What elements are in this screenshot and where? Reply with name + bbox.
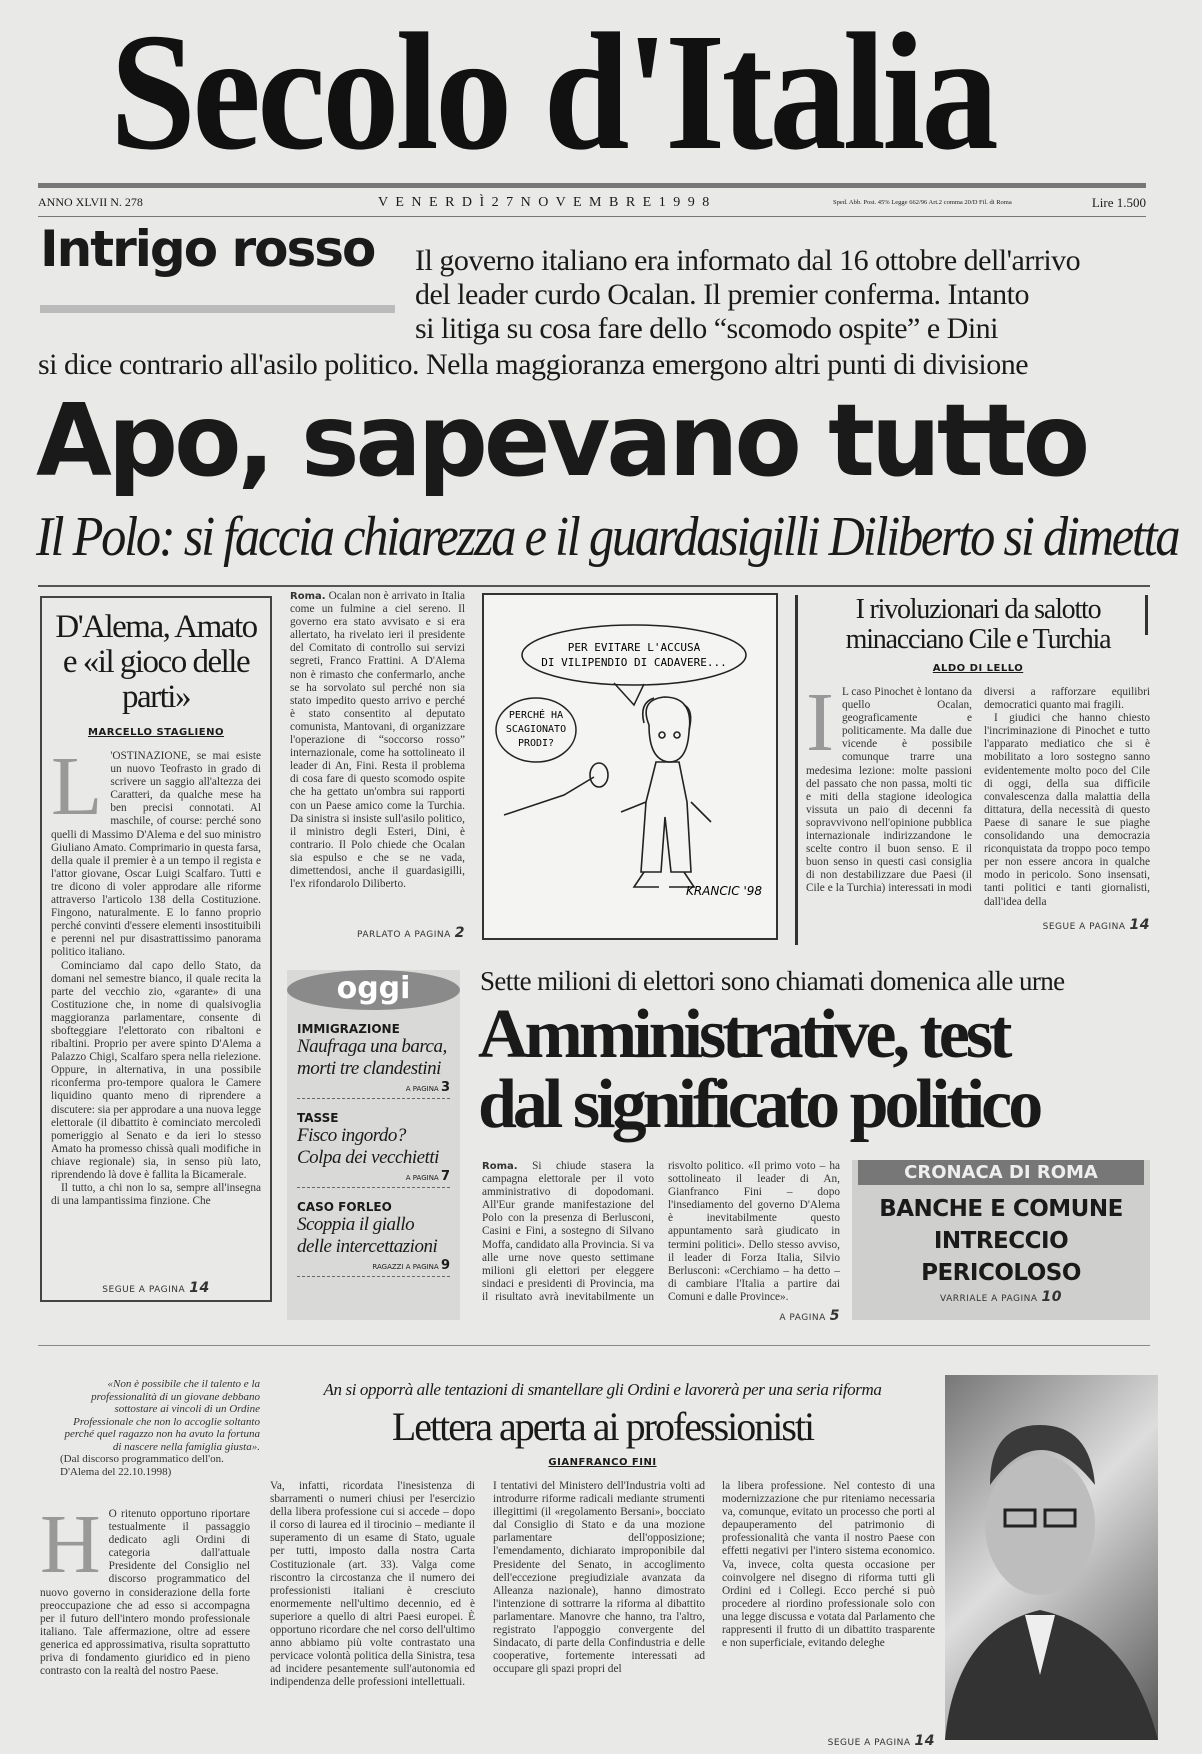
letter-kicker: An si opporrà alle tentazioni di smantellare gli Ordini e lavorerà per una seria riforma — [323, 1380, 882, 1399]
right-article-body: I L caso Pinochet è lontano da quello Ocalan, geograficamente e politicamente. Ma dalle due vicende è possibile comunque trarre una medesima lezione: molte passioni del passato che non passa, molti tic e miti della stagione ideologica vissuta un paio di decenni fa sopravvivono nell'opinione pubblica internazionale indirizzandone le scelte contro il buon senso. E il buon senso in questi casi consiglia di non destabilizzare due Paesi (il Cile e la Turchia) interessati in modi diversi a rafforzare equilibri democratici quanto mai fragili. I giudici che hanno chiesto l'incriminazione di Pinochet e tutto l'apparato mediatico che si è mobilitato a loro sostegno sanno evidentemente molto poco del Cile di oggi, della sua difficile convalescenza dalla malattia della dittatura, della necessità di questo Paese di sanare le sue piaghe consolidando una democrazia riconquistata da troppo poco tempo per non essere ancora in qualche modo in pericolo. Sono insensati, tanti politici e tanti giornalisti, dall'idea della — [806, 686, 1150, 908]
editorial-continue: SEGUE A PAGINA 14 — [102, 1280, 210, 1296]
postal-info: Sped. Abb. Post. 45% Legge 662/96 Art.2 comma 20/D Fil. di Roma — [833, 199, 1012, 206]
divider — [40, 305, 395, 313]
lead-continue: PARLATO A PAGINA 2 — [356, 925, 465, 941]
oggi-item[interactable]: IMMIGRAZIONE Naufraga una barca, morti tre clandestini A PAGINA 3 — [297, 1022, 450, 1099]
letter-column: la libera professione. Nel contesto di una modernizzazione che pur riteniamo necessaria va, comunque, evitato un processo che porti al depauperamento del patrimonio di professionalità che vanta il nostro Paese con effetti negativi per l'intero sistema economico. Va, invece, colta questa occasione per coinvolgere nel disegno di riforma tutti gli Ordini ed i Collegi. Ecco perché si può procedere al riordino professionale solo con una legge discussa e votata dal Parlamento che rappresenti il frutto di un dibattito trasparente e non superficiale, evitando deleghe — [722, 1480, 935, 1650]
svg-text:PRODI?: PRODI? — [517, 738, 555, 749]
editorial-title: D'Alema, Amato e «il gioco delle parti» — [55, 609, 257, 715]
elections-continue: A PAGINA 5 — [779, 1308, 840, 1324]
letter-column: H O ritenuto opportuno riportare testualmente il passaggio dedicato agli Ordini di categoria dall'attuale Presidente del Consiglio nel discorso programmatico del nuovo governo in considerazione della forte preoccupazione che ad esso si accompagna per il futuro dell'intero mondo professionale italiano. Tale affermazione, oltre ad essere generica ed approssimativa, risulta soprattutto priva di fondamento giuridico ed in pieno contrasto con la realtà del nostro Paese. — [40, 1498, 250, 1678]
lead-deck-2: del leader curdo Ocalan. Il premier conferma. Intanto — [415, 278, 1030, 311]
issue-date: V E N E R D Ì 2 7 N O V E M B R E 1 9 9 8 — [378, 195, 712, 210]
letter-column: Va, infatti, ricordata l'inesistenza di sbarramenti o numeri chiusi per l'esercizio della libera professione cui si accede – dopo il corso di laurea ed il tirocinio – mediante il superamento di un esame di Stato, uguale per tutti, imposto dalla nostra Carta Costituzionale (art. 33). Valga come riscontro la circostanza che il numero dei professionisti italiani è cresciuto enormemente nell'ultimo decennio, ed è superiore a quello di altri Paesi europei. È opportuno ricordare che nel corso dell'ultimo anno abbiamo più volte contrastato una pervicace volontà politica della Sinistra, tesa ad incidere pesantemente sull'autonomia ed indipendenza delle professioni intellettuali. — [270, 1480, 475, 1689]
elections-article: Roma. Si chiude stasera la campagna elettorale per il voto amministrativo di dopodomani. All'Eur grande manifestazione del Polo con la presenza di Berlusconi, Casini e Fini, a sostegno di Silvano Moffa, candidato alla Provincia. Si va alle urne nove questo settimane milioni gli elettori per eleggere sindaci e presidenti di Provincia, ma il risultato avrà inevitabilmente un risvolto politico. «Il primo voto – ha sottolineato il leader di An, Gianfranco Fini – dopo l'insediamento del governo D'Alema è inevitabilmente questo appuntamento sarà giudicato in termini politici». Dello stesso avviso, il leader di Forza Italia, Silvio Berlusconi: «Cerchiamo – ha detto – di cambiare l'Italia a partire dai Comuni e dalle Province». A PAGINA 5 — [482, 1160, 840, 1324]
date-bar — [38, 183, 1146, 217]
lead-headline: Apo, sapevano tutto — [36, 382, 1087, 499]
bubble-text-1: PER EVITARE L'ACCUSA — [567, 641, 701, 654]
issue-number: ANNO XLVII N. 278 — [38, 195, 143, 209]
svg-text:SCAGIONATO: SCAGIONATO — [505, 724, 567, 735]
svg-text:PERCHÉ HA: PERCHÉ HA — [508, 710, 564, 721]
divider — [38, 585, 1150, 587]
elections-headline: Amministrative, test dal significato politico — [478, 996, 1040, 1143]
bubble-text-2: DI VILIPENDIO DI CADAVERE... — [541, 656, 727, 669]
right-article — [795, 595, 1150, 945]
divider — [38, 1345, 1150, 1346]
cartoon-drawing — [484, 595, 776, 938]
cronaca-label: CRONACA DI ROMA — [858, 1160, 1144, 1185]
right-article-title: I rivoluzionari da salotto minacciano Cile e Turchia — [845, 594, 1111, 655]
cartoon-signature: KRANCIC '98 — [685, 884, 763, 898]
cronaca-box[interactable] — [852, 1160, 1150, 1320]
letter-author: GIANFRANCO FINI — [548, 1457, 657, 1468]
editorial-author: MARCELLO STAGLIENO — [88, 727, 224, 738]
drop-cap: L — [51, 750, 103, 833]
price: Lire 1.500 — [1091, 195, 1146, 210]
lead-deck-4: si dice contrario all'asilo politico. Nella maggioranza emergono altri punti di divisione — [38, 348, 1029, 381]
cronaca-headline: BANCHE E COMUNE INTRECCIO PERICOLOSO — [879, 1196, 1123, 1286]
lead-subhead: Il Polo: si faccia chiarezza e il guardasigilli Diliberto si dimetta — [36, 506, 1179, 568]
editorial-cartoon — [482, 593, 778, 940]
oggi-box — [287, 970, 460, 1320]
oggi-label: oggi — [287, 970, 460, 1010]
letter-column: I tentativi del Ministero dell'Industria volti ad introdurre riforme radicali mediante strumenti illegittimi (il «regolamento Bersani», bocciato dal Consiglio di Stato e da una mozione parlamentare dell'opposizione; l'emendamento, dichiarato improponibile dal Presidente del Senato, in accoglimento dell'eccezione pregiudiziale avanzata da Alleanza nazionale), hanno dimostrato l'intenzione di sottrarre la riforma al dibattito parlamentare. Manovre che hanno, tra l'altro, registrato l'appoggio convergente del Sindacato, di parte della Confindustria e delle cooperative, fortemente interessati ad occupare gli spazi propri del — [493, 1480, 705, 1676]
masthead-title: Secolo d'Italia — [110, 0, 996, 185]
lead-article: Roma. Ocalan non è arrivato in Italia come un fulmine a ciel sereno. Il governo era stato avvisato e si era allertato, ha rivelato ieri il presidente del Comitato di controllo sui servizi segreti, Franco Frattini. A D'Alema non è rimasto che confermarlo, anche se ha sorvolato sul perché non sia stato impedito questo arrivo e perché è stato consentito al deputato comunista, Mantovani, di organizzare l'operazione di “soccorso rosso” internazionale, come ha sottolineato il leader di An, Fini. Resta il problema di cosa fare di questo scomodo ospite che ha gettato un'ombra sui rapporti con un Paese amico come la Turchia. Da sinistra si insiste sull'asilo politico, il ministro degli Esteri, Dini, è contrario. Il Polo chiede che Ocalan sia espulso e che se ne vada, dimettendosi, anche il guardasigilli, l'ex rifondarolo Diliberto. PARLATO A PAGINA 2 — [290, 590, 465, 941]
right-article-continue: SEGUE A PAGINA 14 — [1042, 917, 1150, 933]
elections-kicker: Sette milioni di elettori sono chiamati domenica alle urne — [480, 966, 1065, 996]
portrait-image — [945, 1375, 1158, 1740]
cronaca-continue: VARRIALE A PAGINA 10 — [940, 1289, 1062, 1305]
letter-continue: SEGUE A PAGINA 14 — [827, 1733, 935, 1749]
divider — [1145, 595, 1148, 635]
letter-quote: «Non è possibile che il talento e la professionalità di un giovane debbano sottostare ai vincoli di un Ordine Professionale che non lo accoglie soltanto perché quel ragazzo non ha avuto la fortuna di nascere nella famiglia giusta». (Dal discorso programmatico dell'on. D'Alema del 22.10.1998) — [60, 1378, 260, 1478]
oggi-item[interactable]: CASO FORLEO Scoppia il giallo delle intercettazioni RAGAZZI A PAGINA 9 — [297, 1200, 450, 1277]
lead-deck-1: Il governo italiano era informato dal 16 ottobre dell'arrivo — [415, 244, 1081, 277]
lead-body: Ocalan non è arrivato in Italia come un fulmine a ciel sereno. Il governo era stato avvisato e si era allertato, ha rivelato ieri il presidente del Comitato di controllo sui servizi segreti, Franco Frattini. A D'Alema non è rimasto che confermarlo, anche se ha sorvolato sul perché non sia stato impedito questo arrivo e perché è stato consentito al deputato comunista, Mantovani, di organizzare l'operazione di “soccorso rosso” internazionale, come ha sottolineato il leader di An, Fini. Resta il problema di cosa fare di questo scomodo ospite che ha gettato un'ombra sui rapporti con un Paese amico come la Turchia. Da sinistra si insiste sull'asilo politico, il ministro degli Esteri, Dini, è contrario. Il Polo chiede che Ocalan sia espulso e che se ne vada, dimettendosi, anche il guardasigilli, l'ex rifondarolo Diliberto. — [290, 590, 465, 891]
letter-title: Lettera aperta ai professionisti — [391, 1404, 814, 1449]
lead-kicker: Intrigo rosso — [40, 220, 375, 278]
lead-deck-3: si litiga su cosa fare dello “scomodo ospite” e Dini — [415, 312, 999, 345]
editorial-body: L 'OSTINAZIONE, se mai esiste un nuovo Teofrasto in grado di scrivere un saggio all'altezza dei Caratteri, da qualche mese ha ben precisi connotati. Al maschile, of course: perché sono quelli di Massimo D'Alema e del suo ministro Giuliano Amato. Comprimario in questa farsa, della quale il premier è a un tempo il regista e l'attor giovane, Oscar Luigi Scalfaro. Tutti e tre dicono di voler approdare alle riforme attraverso l'articolo 138 della Costituzione. Fingono, naturalmente. E lo fanno proprio perché convinti d'essere elementi insostituibili e perenni nel pur disastrattissimo panorama politico italiano. Cominciamo dal capo dello Stato, da domani nel semestre bianco, il quale recita la parte del vecchio zio, «garante» di una Costituzione che, in nome di qualsivoglia maggioranza parlamentare, consente di sbofteggiare l'elettorato con ribaltoni e ribaltini. Proprio per avere spinto D'Alema a Palazzo Chigi, Scalfaro spera nella rielezione. Oppure, in alternativa, in una possibile riconferma pro-tempore qualora le Camere liquidino quanto meno di riprendere a discutere: sia per approdare a una nuova legge elettorale (il dibattito è cominciato mercoledì pomeriggio al Senato e da ieri lo stesso Amato ha promesso chissà quali modifiche in chiave regionale) sia, in senso più lato, riprendendo là dove è fallita la Bicamerale. Il tutto, a chi non lo sa, sempre all'insegna di una lampantissima finzione. Che — [51, 750, 261, 1208]
oggi-item[interactable]: TASSE Fisco ingordo? Colpa dei vecchietti A PAGINA 7 — [297, 1111, 450, 1188]
right-article-author: ALDO DI LELLO — [932, 663, 1024, 674]
author-photo — [945, 1375, 1158, 1740]
editorial-box — [40, 596, 272, 1302]
